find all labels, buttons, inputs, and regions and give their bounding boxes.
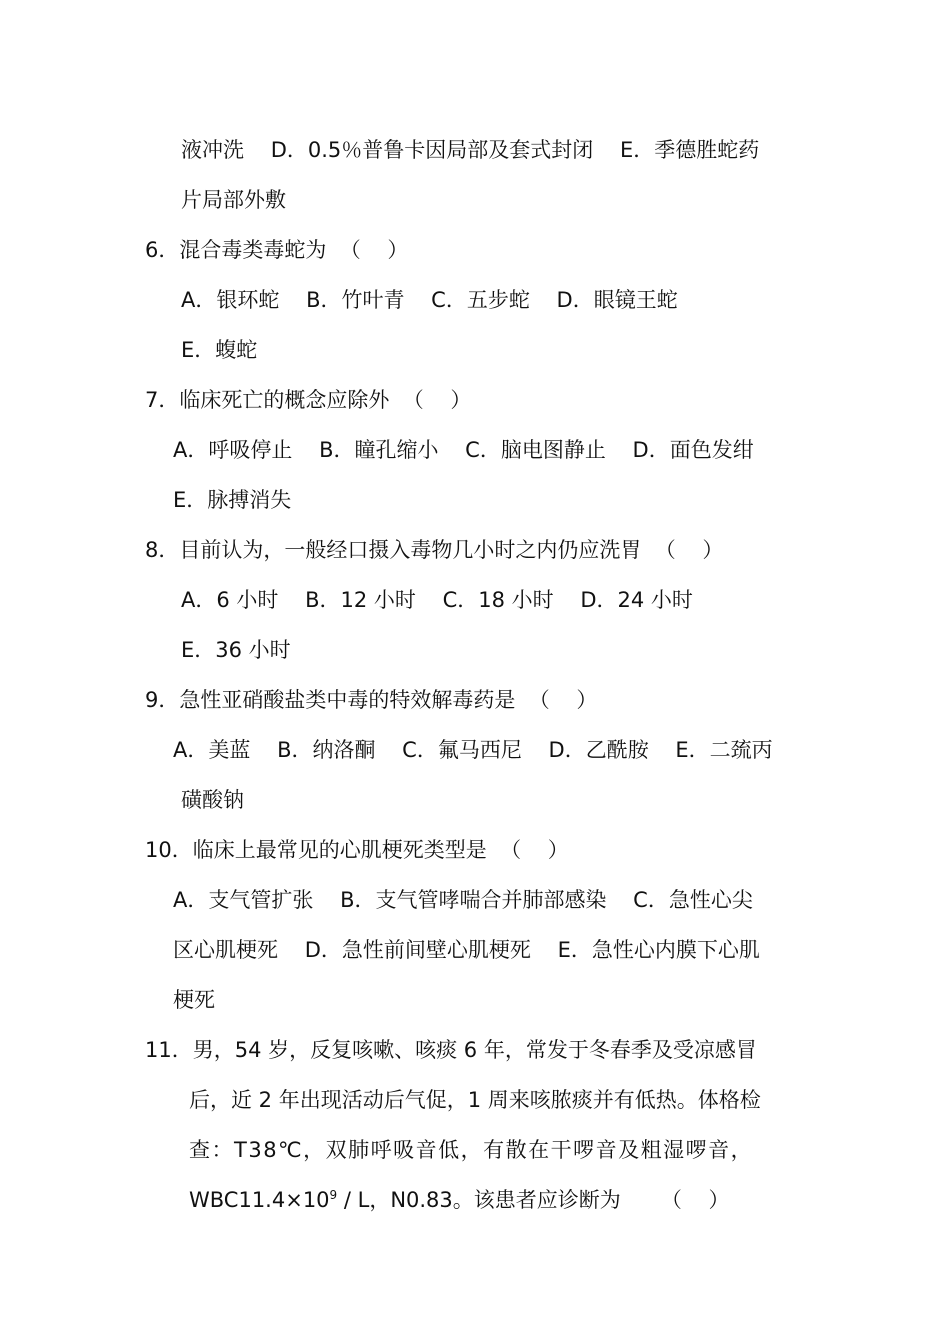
question-10-options: A．支气管扩张 B．支气管哮喘合并肺部感染 C．急性心尖 xyxy=(173,888,753,912)
question-7-options: E．脉搏消失 xyxy=(173,488,292,512)
question-11-text xyxy=(189,1185,730,1215)
question-6: 6．混合毒类毒蛇为 （ ） xyxy=(145,238,409,262)
wbc-value: WBC11.4×10 xyxy=(189,1188,330,1212)
question-9: 9．急性亚硝酸盐类中毒的特效解毒药是 （ ） xyxy=(145,688,598,712)
question-11-ending: / L，N0.83。该患者应诊断为 （ ） xyxy=(337,1188,730,1212)
text-line: 液冲洗 D．0.5％普鲁卡因局部及套式封闭 E．季德胜蛇药 xyxy=(181,138,760,162)
question-6-options: A．银环蛇 B．竹叶青 C．五步蛇 D．眼镜王蛇 xyxy=(181,288,678,312)
question-9-options: 磺酸钠 xyxy=(181,788,244,812)
question-8: 8．目前认为，一般经口摄入毒物几小时之内仍应洗胃 （ ） xyxy=(145,538,724,562)
question-11: 11．男，54 岁，反复咳嗽、咳痰 6 年，常发于冬春季及受凉感冒 xyxy=(145,1038,757,1062)
question-11-text: 查：T38℃，双肺呼吸音低，有散在干啰音及粗湿啰音， xyxy=(189,1138,754,1162)
text-line: 片局部外敷 xyxy=(181,188,286,212)
question-6-options: E．蝮蛇 xyxy=(181,338,258,362)
question-11-text: 后，近 2 年出现活动后气促，1 周来咳脓痰并有低热。体格检 xyxy=(189,1088,761,1112)
question-10-options: 区心肌梗死 D．急性前间壁心肌梗死 E．急性心内膜下心肌 xyxy=(173,938,760,962)
question-9-options: A．美蓝 B．纳洛酮 C．氟马西尼 D．乙酰胺 E．二巯丙 xyxy=(173,738,773,762)
question-7-options: A．呼吸停止 B．瞳孔缩小 C．脑电图静止 D．面色发绀 xyxy=(173,438,754,462)
question-10: 10．临床上最常见的心肌梗死类型是 （ ） xyxy=(145,838,569,862)
question-8-options: E．36 小时 xyxy=(181,638,291,662)
superscript-exponent: 9 xyxy=(329,1188,338,1202)
question-8-options: A．6 小时 B．12 小时 C．18 小时 D．24 小时 xyxy=(181,588,693,612)
question-10-options: 梗死 xyxy=(173,988,215,1012)
question-7: 7．临床死亡的概念应除外 （ ） xyxy=(145,388,472,412)
